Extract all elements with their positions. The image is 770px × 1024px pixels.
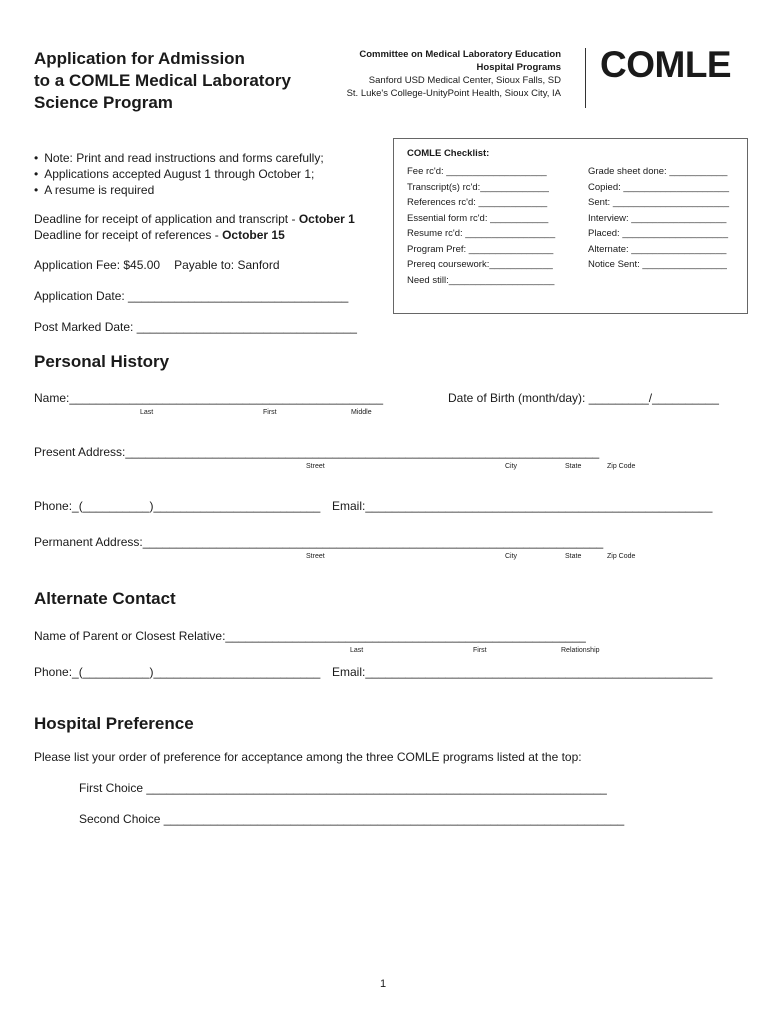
checklist-right-column	[588, 164, 729, 273]
name-field[interactable]: Name:_______________________________________________	[34, 391, 384, 405]
email-field[interactable]: Email:____________________________________________________	[332, 499, 713, 513]
note-item: • Applications accepted August 1 through October 1;	[34, 166, 324, 182]
program-sanford: Sanford USD Medical Center, Sioux Falls, SD	[368, 75, 561, 86]
application-deadline: Deadline for receipt of application and transcript - October 1	[34, 212, 355, 226]
committee-info	[347, 48, 561, 100]
checklist-item[interactable]: Copied: ____________________	[588, 181, 730, 193]
address-sub-label: City	[505, 463, 518, 470]
form-title	[34, 48, 291, 114]
note-item: • Note: Print and read instructions and forms carefully;	[34, 150, 324, 166]
alternate-email-field[interactable]: Email:____________________________________________________	[332, 665, 713, 679]
title-line: to a COMLE Medical Laboratory	[34, 71, 291, 90]
phone-field[interactable]: Phone:_(__________)_________________________	[34, 499, 321, 513]
comle-checklist	[393, 138, 748, 314]
alternate-phone-field[interactable]: Phone:_(__________)_________________________	[34, 665, 321, 679]
address-sub-label: Zip Code	[607, 463, 636, 470]
checklist-item[interactable]: Alternate: __________________	[588, 243, 727, 255]
preference-instructions: Please list your order of preference for acceptance among the three COMLE programs listed at the top:	[34, 750, 582, 764]
address-sub-label: City	[505, 553, 518, 560]
checklist-item[interactable]: Fee rc'd: ___________________	[407, 166, 547, 177]
references-deadline: Deadline for receipt of references - October 15	[34, 228, 285, 242]
instruction-notes	[34, 150, 324, 198]
fee-amount: Application Fee: $45.00	[34, 258, 161, 272]
address-sub-label: State	[565, 553, 582, 560]
relative-sub-label: Relationship	[561, 647, 600, 654]
program-st-lukes: St. Luke's College-UnityPoint Health, Sioux City, IA	[346, 88, 561, 99]
checklist-item[interactable]: Need still:____________________	[407, 274, 555, 286]
name-sub-label: First	[263, 409, 277, 416]
application-fee	[34, 258, 280, 272]
relative-sub-label: First	[473, 647, 487, 654]
committee-title: Committee on Medical Laboratory Education	[359, 49, 561, 60]
name-sub-label: Last	[140, 409, 154, 416]
checklist-item[interactable]: Program Pref: ________________	[407, 243, 554, 255]
deadlines	[34, 211, 355, 243]
address-sub-label: Zip Code	[607, 553, 636, 560]
checklist-item[interactable]: Prereq coursework:____________	[407, 259, 553, 270]
checklist-item[interactable]: Sent: ______________________	[588, 197, 730, 208]
relative-name-field[interactable]: Name of Parent or Closest Relative:______________________________________________________	[34, 629, 586, 643]
first-choice-field[interactable]: First Choice _____________________________________________________________________	[79, 781, 607, 795]
checklist-item[interactable]: Grade sheet done: ___________	[588, 166, 728, 177]
address-sub-label: Street	[306, 463, 325, 470]
alternate-contact-heading: Alternate Contact	[34, 589, 176, 608]
second-choice-field[interactable]: Second Choice _____________________________________________________________________	[79, 812, 625, 826]
checklist-item[interactable]: References rc'd: _____________	[407, 197, 548, 208]
address-sub-label: State	[565, 463, 582, 470]
fee-payable: Payable to: Sanford	[174, 258, 280, 272]
checklist-item[interactable]: Essential form rc'd: ___________	[407, 212, 549, 224]
checklist-item[interactable]: Transcript(s) rc'd:_____________	[407, 181, 549, 193]
checklist-left-column	[407, 164, 555, 288]
title-line: Application for Admission	[34, 49, 245, 68]
date-of-birth-field[interactable]: Date of Birth (month/day): _________/__________	[448, 391, 719, 405]
header-divider	[585, 48, 586, 108]
checklist-item[interactable]: Interview: __________________	[588, 212, 727, 224]
present-address-field[interactable]: Present Address:_______________________________________________________________________	[34, 445, 600, 459]
comle-logo: COMLE	[600, 44, 732, 85]
checklist-title: COMLE Checklist:	[407, 148, 490, 159]
title-line: Science Program	[34, 93, 173, 112]
post-marked-date-field[interactable]: Post Marked Date: _________________________________	[34, 320, 357, 334]
checklist-item[interactable]: Resume rc'd: _________________	[407, 228, 556, 239]
hospital-preference-heading: Hospital Preference	[34, 714, 194, 733]
relative-sub-label: Last	[350, 647, 364, 654]
page-number: 1	[380, 978, 387, 990]
application-date-field[interactable]: Application Date: _________________________________	[34, 289, 349, 303]
personal-history-heading: Personal History	[34, 352, 170, 371]
permanent-address-field[interactable]: Permanent Address:_____________________________________________________________________	[34, 535, 604, 549]
name-sub-label: Middle	[351, 409, 372, 416]
address-sub-label: Street	[306, 553, 325, 560]
checklist-item[interactable]: Placed: ____________________	[588, 228, 728, 239]
committee-subtitle: Hospital Programs	[476, 62, 561, 73]
checklist-item[interactable]: Notice Sent: ________________	[588, 259, 727, 270]
note-item: • A resume is required	[34, 182, 324, 198]
